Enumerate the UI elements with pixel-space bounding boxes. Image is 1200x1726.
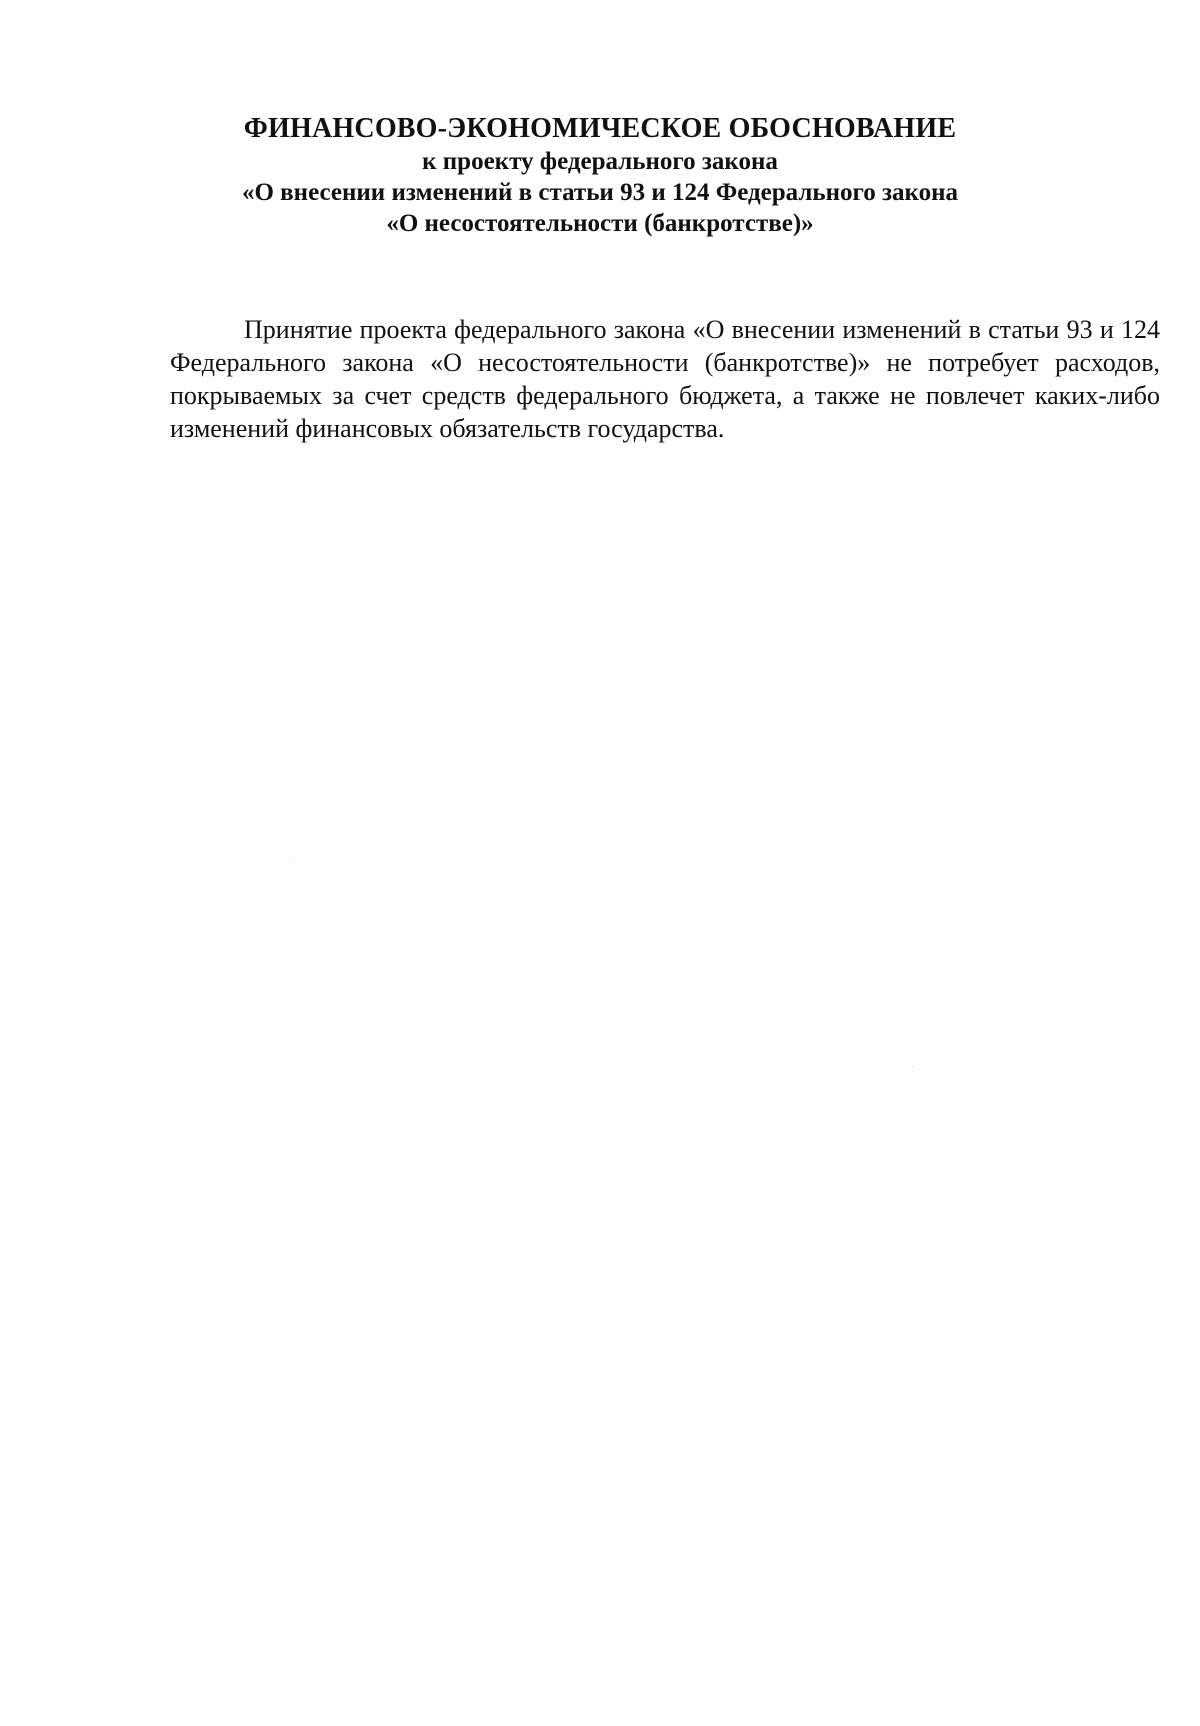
scan-speck [912,1066,913,1067]
scan-speck [290,858,291,859]
document-title: ФИНАНСОВО-ЭКОНОМИЧЕСКОЕ ОБОСНОВАНИЕ [243,113,957,144]
document-header [150,112,1050,239]
body-paragraph: Принятие проекта федерального закона «О внесении изменений в статьи 93 и 124 Федерального закона «О несостоятельности (банкротстве)» не потребует расходов, покрываемых за счет средств федерального бюджета, а также не повлечет каких-либо изменений финансовых обязательств государства. [170,315,1160,443]
document-subtitle-line-3: «О несостоятельности (банкротстве)» [386,210,814,237]
document-subtitle-line-2: «О внесении изменений в статьи 93 и 124 Федерального закона [241,179,958,206]
document-subtitle-line-1: к проекту федерального закона [422,148,778,175]
